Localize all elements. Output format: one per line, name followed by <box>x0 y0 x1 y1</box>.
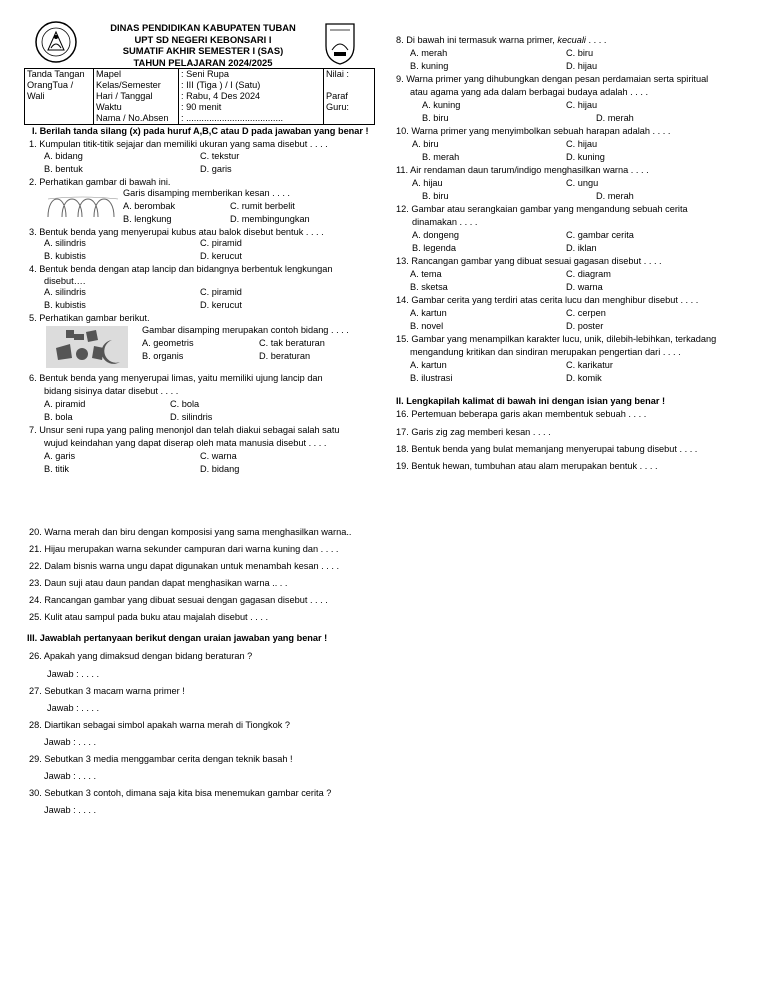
option-a: A. kartun <box>410 308 447 318</box>
option-a: A. garis <box>44 451 76 461</box>
answer-line: Jawab : . . . . <box>44 737 97 747</box>
tut-wuri-logo <box>34 20 78 64</box>
fill-question-17: 17. Garis zig zag memberi kesan . . . . <box>396 427 551 437</box>
question-7: 7. Unsur seni rupa yang paling menonjol dan telah diakui sebagai salah satu <box>29 425 340 435</box>
option-c: C. diagram <box>566 269 611 279</box>
option-d: D. silindris <box>170 412 213 422</box>
header-line: TAHUN PELAJARAN 2024/2025 <box>133 56 273 68</box>
essay-question-27: 27. Sebutkan 3 macam warna primer ! <box>29 686 185 696</box>
fill-question-22: 22. Dalam bisnis warna ungu dapat digunakan untuk menambah kesan . . . . <box>29 561 340 571</box>
option-c: C. biru <box>566 48 594 58</box>
option-b: B. bentuk <box>44 164 83 174</box>
option-a: A. kartun <box>410 360 447 370</box>
essay-question-28: 28. Diartikan sebagai simbol apakah warna merah di Tiongkok ? <box>29 720 290 730</box>
fill-question-19: 19. Bentuk hewan, tumbuhan atau alam merupakan bentuk . . . . <box>396 461 658 471</box>
option-c: C. cerpen <box>566 308 606 318</box>
header-line: DINAS PENDIDIKAN KABUPATEN TUBAN <box>110 22 296 33</box>
answer-line: Jawab : . . . . <box>47 703 100 713</box>
option-b: B. kubistis <box>44 300 86 310</box>
option-b: B. sketsa <box>410 282 448 292</box>
option-a: A. geometris <box>142 338 194 348</box>
option-c: C. hijau <box>566 139 598 149</box>
option-d: D. iklan <box>566 243 597 253</box>
shapes-image <box>46 326 128 368</box>
option-b: B. kuning <box>410 61 449 71</box>
fill-question-16: 16. Pertemuan beberapa garis akan membentuk sebuah . . . . <box>396 409 647 419</box>
header-line: UPT SD NEGERI KEBONSARI I <box>134 33 272 45</box>
essay-question-26: 26. Apakah yang dimaksud dengan bidang beraturan ? <box>29 651 253 661</box>
emphasis-text: kecuali <box>557 35 586 45</box>
option-a: A. merah <box>410 48 448 58</box>
essay-question-30: 30. Sebutkan 3 contoh, dimana saja kita bisa menemukan gambar cerita ? <box>29 788 332 798</box>
question-4: 4. Bentuk benda dengan atap lancip dan bidangnya berbentuk lengkungan <box>29 264 333 274</box>
option-d: D. komik <box>566 373 602 383</box>
option-c: C. piramid <box>200 238 242 248</box>
option-d: D. kuning <box>566 152 605 162</box>
option-c: C. tekstur <box>200 151 240 161</box>
wave-lines-image <box>46 191 120 221</box>
option-c: C. bola <box>170 399 200 409</box>
question-6-cont: bidang sisinya datar disebut . . . . <box>44 386 179 396</box>
fill-question-20: 20. Warna merah dan biru dengan komposisi yang sama menghasilkan warna.. <box>29 527 352 537</box>
question-13: 13. Rancangan gambar yang dibuat sesuai gagasan disebut . . . . <box>396 256 662 266</box>
question-12-cont: dinamakan . . . . <box>412 217 478 227</box>
option-a: A. biru <box>412 139 439 149</box>
question-15: 15. Gambar yang menampilkan karakter lucu, unik, dilebih-lebihkan, terkadang <box>396 334 717 344</box>
question-10: 10. Warna primer yang menyimbolkan sebuah harapan adalah . . . . <box>396 126 671 136</box>
option-d: D. bidang <box>200 464 240 474</box>
option-b: B. lengkung <box>123 214 172 224</box>
option-c: C. hijau <box>566 100 598 110</box>
answer-line: Jawab : . . . . <box>44 805 97 815</box>
option-d: D. membingungkan <box>230 214 310 224</box>
option-b: B. biru <box>422 191 449 201</box>
option-d: D. kerucut <box>200 251 242 261</box>
option-a: A. kuning <box>422 100 461 110</box>
option-c: C. ungu <box>566 178 599 188</box>
option-a: A. dongeng <box>412 230 460 240</box>
answer-line: Jawab : . . . . <box>44 771 97 781</box>
option-d: D. merah <box>596 191 634 201</box>
question-9-cont: atau agama yang ada dalam berbagai budaya adalah . . . . <box>410 87 649 97</box>
question-15-cont: mengandung kritikan dan sindiran merupakan pengertian dari . . . . <box>410 347 681 357</box>
option-d: D. garis <box>200 164 232 174</box>
option-b: B. novel <box>410 321 444 331</box>
option-d: D. warna <box>566 282 603 292</box>
fill-question-23: 23. Daun suji atau daun pandan dapat menghasikan warna .. . . <box>29 578 288 588</box>
question-14: 14. Gambar cerita yang terdiri atas cerita lucu dan menghibur disebut . . . . <box>396 295 699 305</box>
answer-line: Jawab : . . . . <box>47 669 100 679</box>
option-b: B. kubistis <box>44 251 86 261</box>
option-d: D. merah <box>596 113 634 123</box>
option-a: A. piramid <box>44 399 86 409</box>
fill-question-18: 18. Bentuk benda yang bulat memanjang menyerupai tabung disebut . . . . <box>396 444 698 454</box>
option-d: D. poster <box>566 321 604 331</box>
fill-question-21: 21. Hijau merupakan warna sekunder campuran dari warna kuning dan . . . . <box>29 544 339 554</box>
option-a: A. silindris <box>44 287 86 297</box>
option-c: C. piramid <box>200 287 242 297</box>
signature-cell: Tanda Tangan OrangTua / Wali <box>25 69 94 125</box>
option-b: B. merah <box>422 152 460 162</box>
option-d: D. hijau <box>566 61 598 71</box>
essay-question-29: 29. Sebutkan 3 media menggambar cerita dengan teknik basah ! <box>29 754 293 764</box>
field-values: : Seni Rupa : III (Tiga ) / I (Satu) : Rabu, 4 Des 2024 : 90 menit : ...................................... <box>179 69 324 125</box>
section-2-title: II. Lengkapilah kalimat di bawah ini dengan isian yang benar ! <box>396 396 666 406</box>
option-c: C. warna <box>200 451 237 461</box>
section-1-title: I. Berilah tanda silang (x) pada huruf A,B,C atau D pada jawaban yang benar ! <box>32 126 369 136</box>
option-a: A. silindris <box>44 238 86 248</box>
question-2-stem: Garis disamping memberikan kesan . . . . <box>123 188 290 198</box>
identity-table <box>24 68 375 125</box>
option-c: C. tak beraturan <box>259 338 325 348</box>
question-3: 3. Bentuk benda yang menyerupai kubus atau balok disebut bentuk . . . . <box>29 227 324 237</box>
option-b: B. titik <box>44 464 70 474</box>
option-a: A. hijau <box>412 178 443 188</box>
option-b: B. ilustrasi <box>410 373 453 383</box>
question-7-cont: wujud keindahan yang dapat diserap oleh mata manusia disebut . . . . <box>44 438 327 448</box>
question-12: 12. Gambar atau serangkaian gambar yang mengandung sebuah cerita <box>396 204 688 214</box>
option-b: B. legenda <box>412 243 456 253</box>
question-11: 11. Air rendaman daun tarum/indigo menghasilkan warna . . . . <box>396 165 649 175</box>
fill-question-24: 24. Rancangan gambar yang dibuat sesuai dengan gagasan disebut . . . . <box>29 595 328 605</box>
question-4-cont: disebut…. <box>44 276 86 286</box>
kabupaten-tuban-logo <box>322 20 358 66</box>
option-b: B. bola <box>44 412 73 422</box>
option-d: D. beraturan <box>259 351 311 361</box>
header-line: SUMATIF AKHIR SEMESTER I (SAS) <box>122 45 284 56</box>
option-c: C. gambar cerita <box>566 230 634 240</box>
option-c: C. rumit berbelit <box>230 201 295 211</box>
question-9: 9. Warna primer yang dihubungkan dengan pesan perdamaian serta spiritual <box>396 74 709 84</box>
question-5-stem: Gambar disamping merupakan contoh bidang . . . . <box>142 325 349 335</box>
question-1: 1. Kumpulan titik-titik sejajar dan memiliki ukuran yang sama disebut . . . . <box>29 139 328 149</box>
question-8: 8. Di bawah ini termasuk warna primer, kecuali . . . . <box>396 35 607 45</box>
fill-question-25: 25. Kulit atau sampul pada buku atau majalah disebut . . . . <box>29 612 269 622</box>
option-c: C. karikatur <box>566 360 613 370</box>
option-a: A. bidang <box>44 151 83 161</box>
section-3-title: III. Jawablah pertanyaan berikut dengan uraian jawaban yang benar ! <box>27 633 328 643</box>
option-a: A. berombak <box>123 201 176 211</box>
option-b: B. biru <box>422 113 449 123</box>
school-header <box>88 22 318 68</box>
grade-cell: Nilai : Paraf Guru: <box>324 69 375 125</box>
option-a: A. tema <box>410 269 442 279</box>
option-b: B. organis <box>142 351 184 361</box>
question-6: 6. Bentuk benda yang menyerupai limas, yaitu memiliki ujung lancip dan <box>29 373 323 383</box>
question-5: 5. Perhatikan gambar berikut. <box>29 313 150 323</box>
option-d: D. kerucut <box>200 300 242 310</box>
field-labels: Mapel Kelas/Semester Hari / Tanggal Waktu Nama / No.Absen <box>94 69 179 125</box>
question-2: 2. Perhatikan gambar di bawah ini. <box>29 177 171 187</box>
